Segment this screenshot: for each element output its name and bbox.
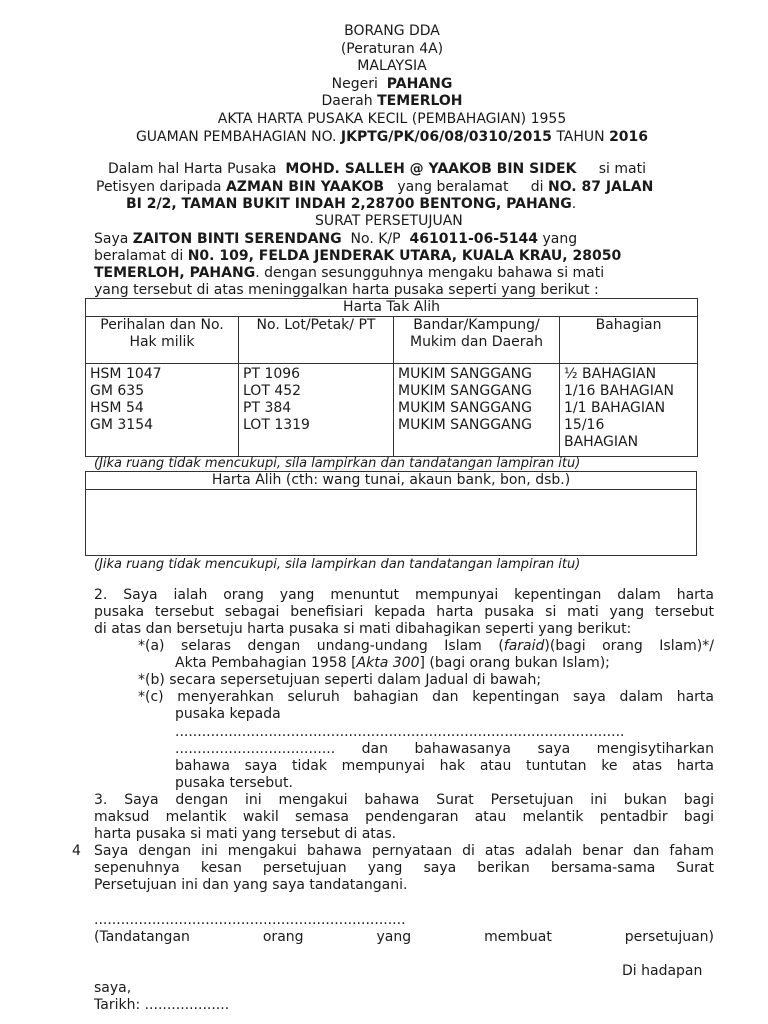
bahagian-item: ½ BAHAGIAN (564, 366, 657, 382)
option-c-line-4: .................................... dan bahawasanya saya mengisytiharkan (175, 741, 715, 757)
declarant-address-line: beralamat di N0. 109, FELDA JENDERAK UTARA, KUALA KRAU, 28050 (94, 248, 622, 264)
hak-milik-item: GM 635 (90, 383, 145, 399)
bahagian-item: 1/1 BAHAGIAN (564, 400, 666, 416)
harta-tak-alih-title: Harta Tak Alih (86, 299, 698, 317)
case-number-line: GUAMAN PEMBAHAGIAN NO. JKPTG/PK/06/08/0310/2015 TAHUN 2016 (135, 128, 649, 145)
petition-address-line: BI 2/2, TAMAN BUKIT INDAH 2,28700 BENTONG, PAHANG. (126, 196, 577, 212)
mukim-item: MUKIM SANGGANG (398, 417, 532, 433)
attachment-note: (Jika ruang tidak mencukupi, sila lampirkan dan tandatangan lampiran itu) (94, 456, 581, 471)
header-no-lot: No. Lot/Petak/ PT (239, 317, 394, 364)
petitioner-address-2: BI 2/2, TAMAN BUKIT INDAH 2,28700 BENTONG, PAHANG (126, 196, 572, 212)
district-line: Daerah TEMERLOH (321, 93, 463, 110)
act-title: AKTA HARTA PUSAKA KECIL (PEMBAHAGIAN) 1955 (217, 110, 567, 127)
declarant-ic: 461011-06-5144 (409, 231, 539, 247)
state-value: PAHANG (386, 75, 453, 92)
form-header (0, 23, 768, 146)
para-4-number: 4 (72, 843, 81, 859)
cell-hak-milik (86, 364, 239, 457)
case-number: JKPTG/PK/06/08/0310/2015 (340, 128, 552, 145)
saya-label: saya, (94, 980, 132, 996)
country: MALAYSIA (357, 58, 427, 75)
cell-bahagian (560, 364, 698, 457)
petitioner-name: AZMAN BIN YAAKOB (225, 179, 385, 195)
form-code: BORANG DDA (344, 23, 440, 39)
signature-line: ...................................................................... (94, 912, 406, 928)
mukim-item: MUKIM SANGGANG (398, 366, 532, 382)
header-perihalan: Perihalan dan No. Hak milik (86, 317, 239, 364)
lot-item: PT 384 (243, 400, 292, 416)
lot-item: PT 1096 (243, 366, 301, 382)
para-2-line-2: pusaka tersebut sebagai benefisiari kepada harta pusaka si mati yang tersebut (94, 604, 714, 620)
petitioner-address-1: NO. 87 JALAN (547, 179, 654, 195)
para-4-line-2: sepenuhnya kesan persetujuan yang saya berikan bersama-sama Surat (94, 860, 714, 876)
deceased-name: MOHD. SALLEH @ YAAKOB BIN SIDEK (285, 161, 577, 177)
lot-item: LOT 452 (243, 383, 302, 399)
date-field: Tarikh: ................... (94, 997, 230, 1013)
para-4-line-3: Persetujuan ini dan yang saya tandatangani. (94, 877, 408, 893)
declarant-line-3: yang tersebut di atas meninggalkan harta pusaka seperti yang berikut : (94, 282, 599, 298)
option-c-line-5: bahawa saya tidak mempunyai hak atau tuntutan ke atas harta (175, 758, 714, 774)
bahagian-item: 15/16 (564, 417, 605, 433)
mukim-item: MUKIM SANGGANG (398, 400, 532, 416)
beneficiary-dots-2: .................................... (175, 741, 336, 757)
hak-milik-item: HSM 1047 (90, 366, 162, 382)
header-bahagian: Bahagian (560, 317, 698, 364)
option-b: *(b) secara sepersetujuan seperti dalam Jadual di bawah; (138, 672, 542, 688)
harta-alih-box (85, 471, 697, 556)
declarant-address-2: TEMERLOH, PAHANG (94, 265, 256, 281)
option-c-line-2: pusaka kepada (175, 706, 281, 722)
option-c: *(c) menyerahkan seluruh bahagian dan kepentingan saya dalam harta (138, 689, 714, 705)
option-a-line-2: Akta Pembahagian 1958 [Akta 300] (bagi orang bukan Islam); (175, 655, 610, 671)
header-mukim: Bandar/Kampung/ Mukim dan Daerah (394, 317, 560, 364)
para-2-line-3: di atas dan bersetuju harta pusaka si mati dibahagikan seperti yang berikut: (94, 621, 632, 637)
state-line: Negeri PAHANG (331, 75, 453, 92)
case-year: 2016 (609, 128, 649, 145)
mukim-item: MUKIM SANGGANG (398, 383, 532, 399)
hak-milik-item: GM 3154 (90, 417, 154, 433)
para-3-line-1: 3. Saya dengan ini mengakui bahawa Surat Persetujuan ini bukan bagi (94, 792, 714, 808)
district-value: TEMERLOH (377, 93, 463, 110)
option-a: *(a) selaras dengan undang-undang Islam (faraid)(bagi orang Islam)*/ (138, 638, 714, 654)
para-3-line-3: harta pusaka si mati yang tersebut di atas. (94, 826, 397, 842)
bahagian-item: BAHAGIAN (564, 434, 639, 450)
declarant-line: Saya ZAITON BINTI SERENDANG No. K/P 461011-06-5144 yang (94, 231, 578, 247)
regulation: (Peraturan 4A) (340, 40, 444, 57)
cell-mukim (394, 364, 560, 457)
hak-milik-item: HSM 54 (90, 400, 144, 416)
para-4-line-1: Saya dengan ini mengakui bahawa pernyataan di atas adalah benar dan faham (94, 843, 714, 859)
para-2-line-1: 2. Saya ialah orang yang menuntut mempunyai kepentingan dalam harta (94, 587, 714, 603)
declarant-address-1: N0. 109, FELDA JENDERAK UTARA, KUALA KRAU, 28050 (187, 248, 622, 264)
attachment-note-2: (Jika ruang tidak mencukupi, sila lampirkan dan tandatangan lampiran itu) (94, 557, 581, 572)
declarant-address-line-2: TEMERLOH, PAHANG. dengan sesungguhnya mengaku bahawa si mati (94, 265, 605, 281)
signature-caption: (Tandatangan orang yang membuat persetujuan) (94, 929, 714, 945)
beneficiary-dots: ..................................................................................................... (175, 724, 625, 740)
para-3-line-2: maksud melantik wakil semasa pendengaran atau melantik pentadbir bagi (94, 809, 714, 825)
di-hadapan: Di hadapan (622, 963, 703, 979)
estate-line: Dalam hal Harta Pusaka MOHD. SALLEH @ YAAKOB BIN SIDEK si mati (108, 161, 646, 177)
bahagian-item: 1/16 BAHAGIAN (564, 383, 674, 399)
harta-alih-title: Harta Alih (cth: wang tunai, akaun bank, bon, dsb.) (86, 472, 696, 490)
lot-item: LOT 1319 (243, 417, 310, 433)
declarant-name: ZAITON BINTI SERENDANG (132, 231, 342, 247)
petition-line: Petisyen daripada AZMAN BIN YAAKOB yang beralamat di NO. 87 JALAN (96, 179, 654, 195)
cell-no-lot (239, 364, 394, 457)
option-c-line-6: pusaka tersebut. (175, 775, 293, 791)
surat-title: SURAT PERSETUJUAN (315, 213, 463, 229)
harta-tak-alih-table (85, 298, 698, 457)
